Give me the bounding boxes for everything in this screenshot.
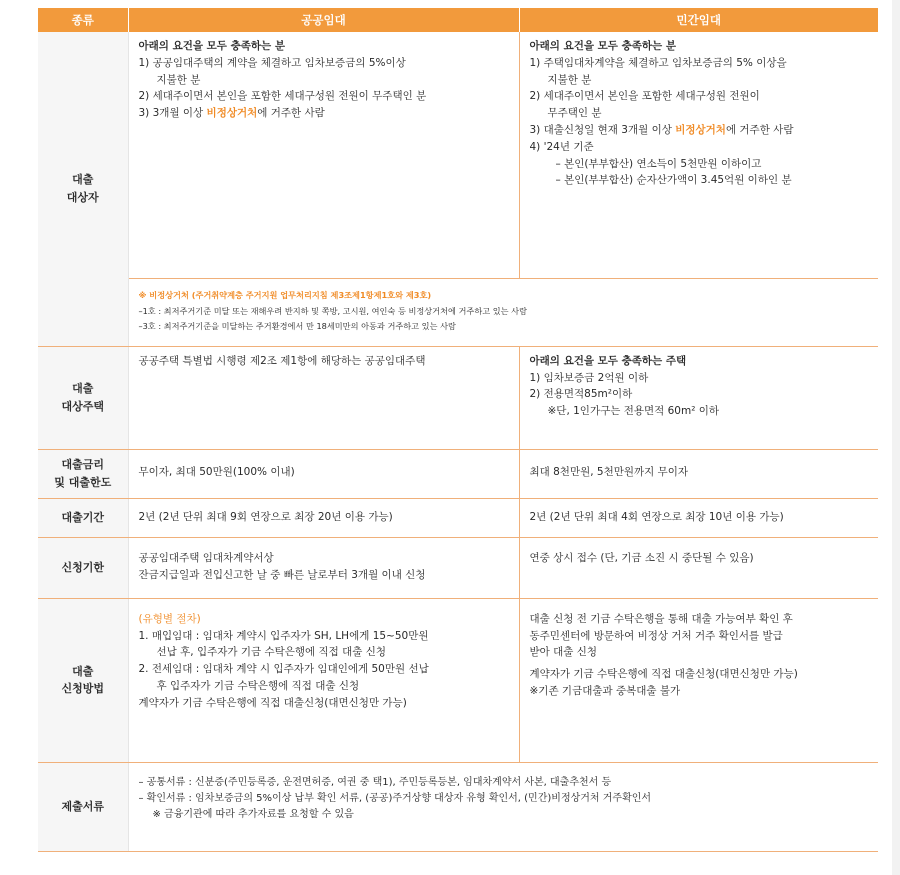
header-type: 종류 (38, 8, 128, 32)
procedure-title: (유형별 절차) (138, 612, 201, 625)
header-private-rental: 민간임대 (519, 8, 878, 32)
label-apply-method: 대출 신청방법 (38, 598, 128, 762)
row-apply-method (38, 598, 878, 762)
label-loan-rate: 대출금리 및 대출한도 (38, 449, 128, 498)
row-loan-target (38, 32, 878, 279)
public-house-cell: 공공주택 특별법 시행령 제2조 제1항에 해당하는 공공임대주택 (128, 346, 519, 449)
public-deadline-cell: 공공임대주택 임대차계약서상 잔금지급일과 전입신고한 날 중 빠른 날로부터 3개월 이내 신청 (128, 537, 519, 598)
private-house-cell: 아래의 요건을 모두 충족하는 주택 1) 임차보증금 2억원 이하 2) 전용면적85m²이하 ※단, 1인가구는 전용면적 60m² 이하 (519, 346, 878, 449)
row-loan-house (38, 346, 878, 449)
public-method-cell: (유형별 절차) 1. 매입임대 : 임대차 계약시 입주자가 SH, LH에게 15~50만원 선납 후, 입주자가 기금 수탁은행에 직접 대출 신청 2. 전세임대 : 임대차 계약 시 입주자가 임대인에게 50만원 선납 후 입주자가 기금 수탁은행에 직접 대출 신청 계약자가 기금 수탁은행에 직접 대출신청(대면신청만 가능) (128, 598, 519, 762)
row-loan-period (38, 498, 878, 537)
private-rate-cell: 최대 8천만원, 5천만원까지 무이자 (519, 449, 878, 498)
private-target-cell: 아래의 요건을 모두 충족하는 분 1) 주택임대차계약을 체결하고 임차보증금의 5% 이상을 지불한 분 2) 세대주이면서 본인을 포함한 세대구성원 전원이 무주택인 분 3) 대출신청일 현재 3개월 이상 비정상거처에 거주한 사람 4) '24년 기준 – 본인(부부합산) 연소득이 5천만원 이하이고 – 본인(부부합산) 순자산가액이 3.45억원 이하인 분 (519, 32, 878, 279)
submit-docs-cell: – 공통서류 : 신분증(주민등록증, 운전면허증, 여권 중 택1), 주민등록등본, 임대차계약서 사본, 대출추천서 등 – 확인서류 : 임차보증금의 5%이상 납부 확인 서류, (공공)주거상향 대상자 유형 확인서, (민간)비정상거처 거주확인서 ※ 금융기관에 따라 추가자료를 요청할 수 있음 (128, 762, 878, 851)
public-period-cell: 2년 (2년 단위 최대 9회 연장으로 최장 20년 이용 가능) (128, 498, 519, 537)
label-loan-period: 대출기간 (38, 498, 128, 537)
scrollbar-track (892, 0, 900, 875)
abnormal-residence-note: ※ 비정상거처 (주거취약계층 주거지원 업무처리지침 제3조제1항제1호와 제3호) –1호 : 최저주거기준 미달 또는 재해우려 반지하 및 쪽방, 고시원, 여인숙 등 비정상거처에 거주하고 있는 사람 –3호 : 최저주거기준을 미달하는 주거환경에서 만 18세미만의 아동과 거주하고 있는 사람 (128, 279, 878, 347)
table-header-row (38, 8, 878, 32)
row-submit-docs (38, 762, 878, 851)
public-target-cell: 아래의 요건을 모두 충족하는 분 1) 공공임대주택의 계약을 체결하고 임차보증금의 5%이상 지불한 분 2) 세대주이면서 본인을 포함한 세대구성원 전원이 무주택인 분 3) 3개월 이상 비정상거처에 거주한 사람 (128, 32, 519, 279)
row-loan-target-note (38, 279, 878, 347)
label-submit-docs: 제출서류 (38, 762, 128, 851)
label-apply-deadline: 신청기한 (38, 537, 128, 598)
abnormal-residence-highlight: 비정상거처 (206, 107, 258, 120)
loan-info-table (38, 8, 878, 852)
label-loan-house: 대출 대상주택 (38, 346, 128, 449)
row-loan-rate (38, 449, 878, 498)
private-deadline-cell: 연중 상시 접수 (단, 기금 소진 시 중단될 수 있음) (519, 537, 878, 598)
header-public-rental: 공공임대 (128, 8, 519, 32)
row-apply-deadline (38, 537, 878, 598)
private-period-cell: 2년 (2년 단위 최대 4회 연장으로 최장 10년 이용 가능) (519, 498, 878, 537)
abnormal-residence-highlight: 비정상거처 (675, 123, 726, 136)
private-method-cell: 대출 신청 전 기금 수탁은행을 통해 대출 가능여부 확인 후 동주민센터에 방문하여 비정상 거처 거주 확인서를 발급 받아 대출 신청 계약자가 기금 수탁은행에 직접 대출신청(대면신청만 가능) ※기존 기금대출과 중복대출 불가 (519, 598, 878, 762)
public-rate-cell: 무이자, 최대 50만원(100% 이내) (128, 449, 519, 498)
label-loan-target: 대출 대상자 (38, 32, 128, 346)
